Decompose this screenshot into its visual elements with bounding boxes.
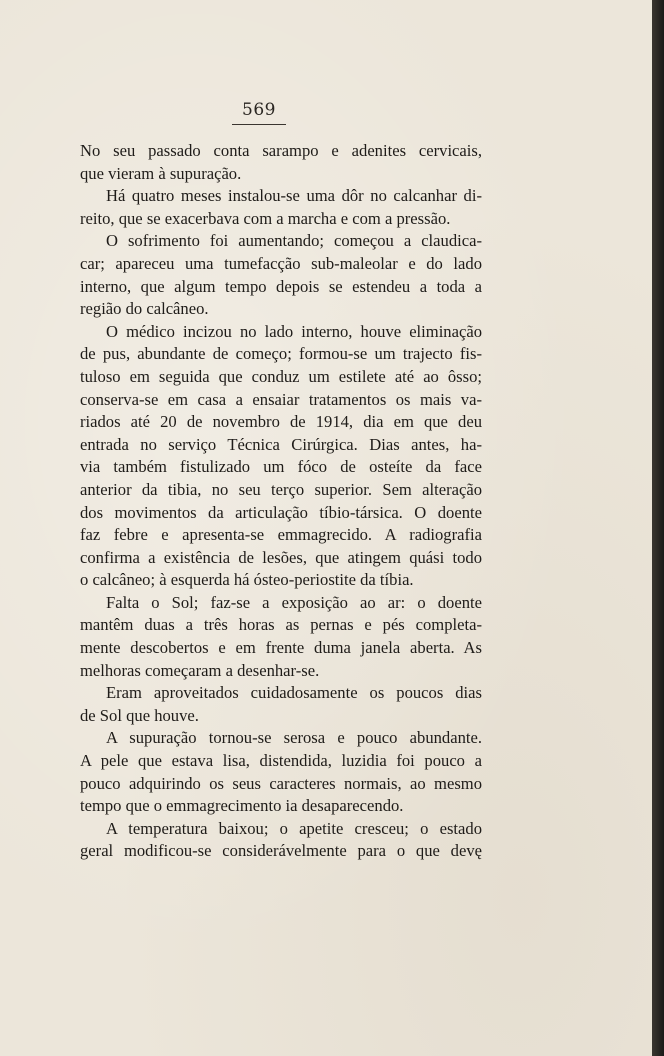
text-line: que vieram à supuração.	[80, 163, 242, 183]
text-line: A pele que estava lisa, distendida, luzidia foi pouco a	[80, 751, 482, 771]
text-line: mente descobertos e em frente duma janela aberta. As	[80, 638, 482, 658]
text-line: via também fistulizado um fóco de osteíte da face	[80, 457, 482, 477]
text-line: Há quatro meses instalou-se uma dôr no calcanhar di-	[106, 186, 482, 206]
text-line: tuloso em seguida que conduz um estilete até ao ôsso;	[80, 366, 482, 386]
scan-edge	[652, 0, 664, 1056]
text-line: A supuração tornou-se serosa e pouco abundante.	[106, 728, 482, 748]
text-line: faz febre e apresenta-se emmagrecido. A radiografia	[80, 525, 482, 545]
text-line: mantêm duas a três horas as pernas e pés completa-	[80, 615, 482, 635]
text-line: reito, que se exacerbava com a marcha e com a pressão.	[80, 208, 451, 228]
text-line: conserva-se em casa a ensaiar tratamentos os mais va-	[80, 389, 482, 409]
text-line: O médico incizou no lado interno, houve eliminação	[106, 321, 482, 341]
text-line: anterior da tibia, no seu terço superior. Sem alteração	[80, 479, 482, 499]
text-line: confirma a existência de lesões, que atingem quási todo	[80, 547, 482, 567]
text-line: geral modificou-se considerávelmente para o que devę	[80, 841, 482, 861]
text-line: Falta o Sol; faz-se a exposição ao ar: o doente	[106, 592, 482, 612]
text-line: car; apareceu uma tumefacção sub-maleolar e do lado	[80, 253, 482, 273]
text-line: No seu passado conta sarampo e adenites cervicais,	[80, 141, 482, 160]
text-line: tempo que o emmagrecimento ia desaparecendo.	[80, 796, 404, 816]
text-line: interno, que algum tempo depois se estendeu a toda a	[80, 276, 482, 296]
text-line: de pus, abundante de começo; formou-se um trajecto fis-	[80, 344, 482, 364]
text-line: dos movimentos da articulação tíbio-társica. O doente	[80, 502, 482, 522]
text-line: pouco adquirindo os seus caracteres normais, ao mesmo	[80, 773, 482, 793]
text-line: Eram aproveitados cuidadosamente os poucos dias	[106, 683, 482, 703]
page-number-rule	[232, 124, 286, 125]
text-line: melhoras começaram a desenhar-se.	[80, 660, 320, 680]
body-text	[80, 140, 482, 863]
text-line: A temperatura baixou; o apetite cresceu; o estado	[106, 818, 482, 838]
page-number: 569	[242, 100, 276, 120]
text-line: de Sol que houve.	[80, 705, 199, 725]
text-line: O sofrimento foi aumentando; começou a claudica-	[106, 231, 482, 251]
text-line: riados até 20 de novembro de 1914, dia em que deu	[80, 412, 482, 432]
text-line: entrada no serviço Técnica Cirúrgica. Dias antes, ha-	[80, 434, 482, 454]
text-line: o calcâneo; à esquerda há ósteo-periostite da tíbia.	[80, 570, 414, 590]
text-line: região do calcâneo.	[80, 299, 209, 319]
